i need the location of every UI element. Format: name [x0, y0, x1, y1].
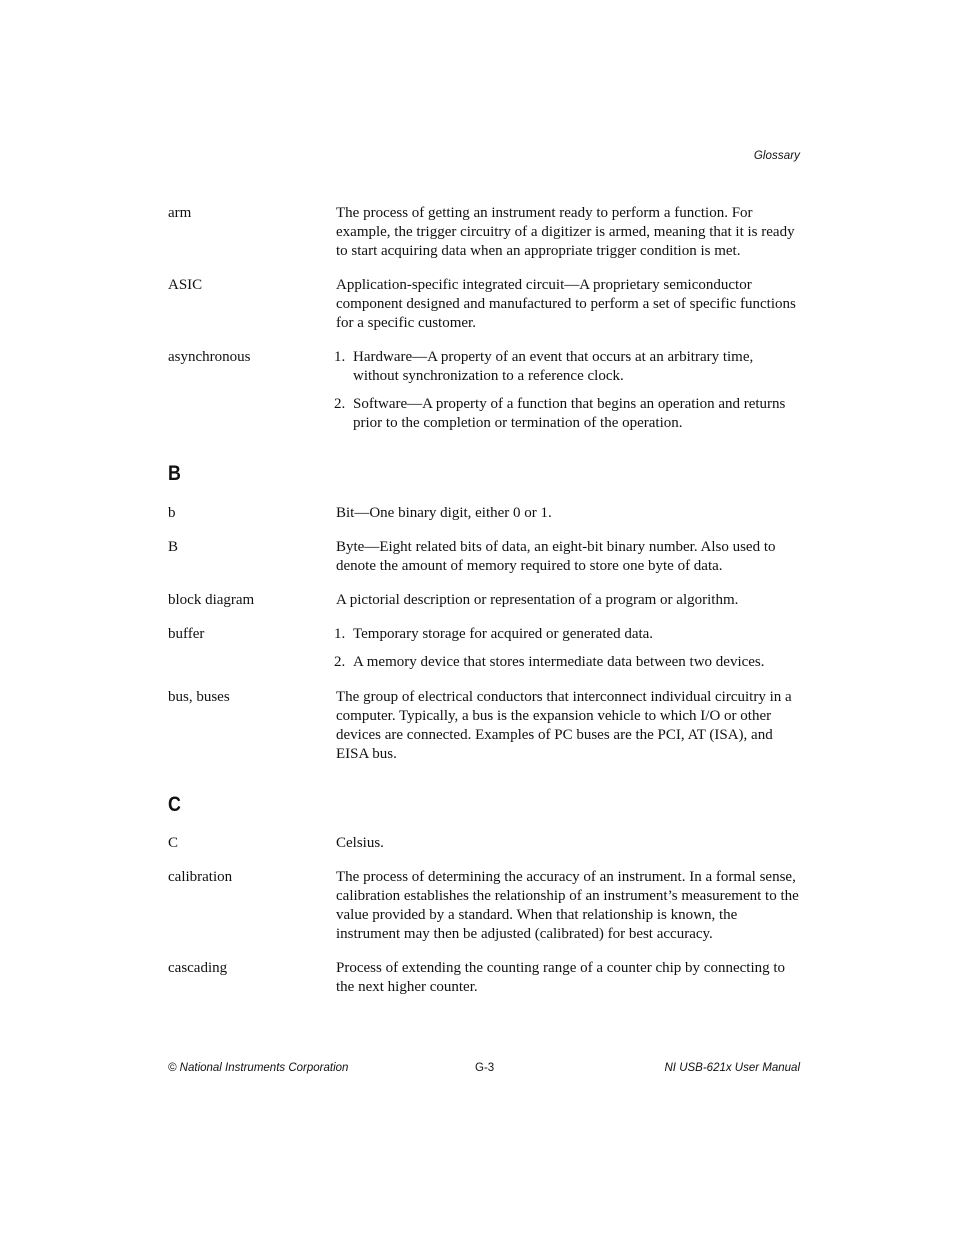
glossary-definition: Process of extending the counting range of a counter chip by connecting to the next higher counter. — [336, 960, 786, 995]
glossary-term: block diagram — [168, 592, 255, 608]
glossary-term: bus, buses — [168, 689, 230, 705]
glossary-definition: The process of getting an instrument ready to perform a function. For example, the trigger circuitry of a digitizer is armed, meaning that it is ready to start acquiring data when an appropriate trigger condition is met. — [336, 205, 795, 259]
glossary-term: b — [168, 505, 176, 521]
running-header: Glossary — [753, 150, 800, 162]
definition-list-item: 1. Hardware—A property of an event that occurs at an arbitrary time, without synchronization to a reference clock. — [334, 349, 754, 384]
glossary-term: C — [168, 835, 179, 851]
section-heading-c: C — [168, 793, 181, 816]
glossary-term: B — [168, 539, 179, 555]
glossary-definition: Application-specific integrated circuit—A proprietary semiconductor component designed and manufactured to perform a set of specific functions for a specific customer. — [336, 277, 796, 331]
glossary-definition: Byte—Eight related bits of data, an eight-bit binary number. Also used to denote the amount of memory required to store one byte of data. — [336, 539, 776, 574]
glossary-definition: The group of electrical conductors that interconnect individual circuitry in a computer. Typically, a bus is the expansion vehicle to which I/O or other devices are connected. Examples of PC buses are the PCI, AT (ISA), and EISA bus. — [336, 689, 792, 762]
glossary-definition — [336, 625, 802, 672]
footer-copyright: © National Instruments Corporation — [168, 1062, 349, 1074]
glossary-term: asynchronous — [168, 349, 251, 365]
glossary-term: ASIC — [168, 277, 203, 293]
glossary-term: buffer — [168, 626, 205, 642]
footer-manual-title: NI USB-621x User Manual — [664, 1062, 800, 1074]
glossary-definition: Bit—One binary digit, either 0 or 1. — [336, 505, 552, 521]
definition-list-item: 2. Software—A property of a function that begins an operation and returns prior to the completion or termination of the operation. — [334, 396, 786, 431]
glossary-term: cascading — [168, 960, 228, 976]
glossary-term: calibration — [168, 869, 233, 885]
page-number: G-3 — [475, 1062, 495, 1074]
definition-list-item: 2. A memory device that stores intermediate data between two devices. — [334, 654, 765, 670]
glossary-definition: A pictorial description or representation of a program or algorithm. — [336, 592, 739, 608]
glossary-definition: The process of determining the accuracy of an instrument. In a formal sense, calibration establishes the relationship of an instrument’s measurement to the value provided by a standard. When that relationship is known, the instrument may then be adjusted (calibrated) for best accuracy. — [336, 869, 799, 942]
glossary-definition: Celsius. — [336, 835, 384, 851]
section-heading-b: B — [168, 462, 181, 485]
page-footer — [168, 1062, 800, 1078]
definition-list-item: 1. Temporary storage for acquired or generated data. — [334, 626, 654, 642]
glossary-definition — [336, 348, 802, 433]
glossary-term: arm — [168, 205, 192, 221]
